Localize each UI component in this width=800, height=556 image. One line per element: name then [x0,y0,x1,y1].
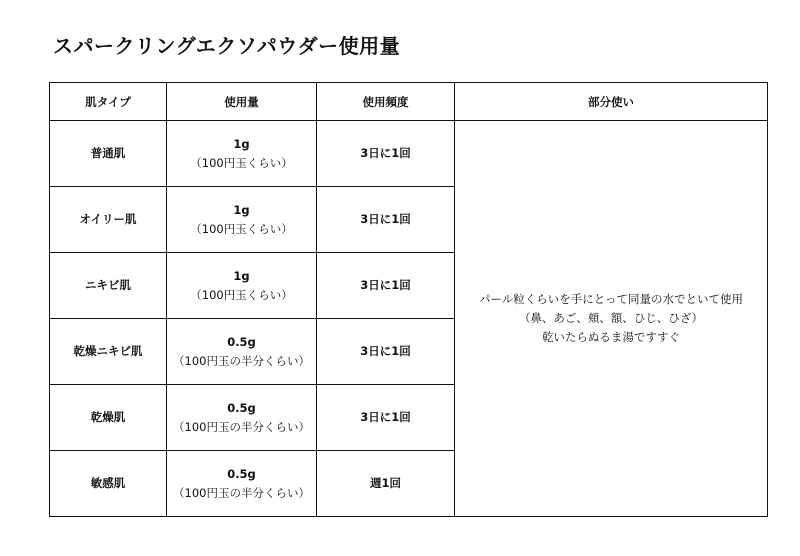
partial-use-line: 乾いたらぬるま湯ですすぐ [541,330,681,344]
skin-type-cell: 普通肌 [50,121,167,187]
header-skin-type: 肌タイプ [50,83,167,121]
amount-value: 0.5g [227,334,256,349]
skin-type-cell: ニキビ肌 [50,253,167,319]
skin-type-cell: オイリー肌 [50,187,167,253]
partial-use-line: （鼻、あご、頬、額、ひじ、ひざ） [518,311,704,325]
amount-value: 1g [233,202,250,217]
table-row [50,121,768,187]
skin-type-cell: 敏感肌 [50,451,167,517]
amount-value: 0.5g [227,400,256,415]
frequency-cell: 3日に1回 [317,121,455,187]
amount-value: 1g [233,268,250,283]
amount-cell [167,253,317,319]
amount-note: （100円玉の半分くらい） [173,485,310,500]
header-amount: 使用量 [167,83,317,121]
page-title: スパークリングエクソパウダー使用量 [53,34,401,58]
partial-use-cell [455,121,768,517]
amount-note: （100円玉の半分くらい） [173,353,310,368]
amount-cell [167,319,317,385]
table-header-row [50,83,768,121]
usage-table [49,82,768,517]
header-partial-use: 部分使い [455,83,768,121]
amount-note: （100円玉くらい） [190,287,293,302]
frequency-cell: 週1回 [317,451,455,517]
amount-value: 1g [233,136,250,151]
frequency-cell: 3日に1回 [317,253,455,319]
amount-note: （100円玉くらい） [190,221,293,236]
frequency-cell: 3日に1回 [317,319,455,385]
amount-note: （100円玉くらい） [190,155,293,170]
skin-type-cell: 乾燥肌 [50,385,167,451]
amount-cell [167,121,317,187]
partial-use-line: パール粒くらいを手にとって同量の水でといて使用 [478,292,744,306]
frequency-cell: 3日に1回 [317,385,455,451]
amount-cell [167,187,317,253]
skin-type-cell: 乾燥ニキビ肌 [50,319,167,385]
frequency-cell: 3日に1回 [317,187,455,253]
amount-cell [167,451,317,517]
amount-value: 0.5g [227,466,256,481]
header-frequency: 使用頻度 [317,83,455,121]
amount-note: （100円玉の半分くらい） [173,419,310,434]
amount-cell [167,385,317,451]
